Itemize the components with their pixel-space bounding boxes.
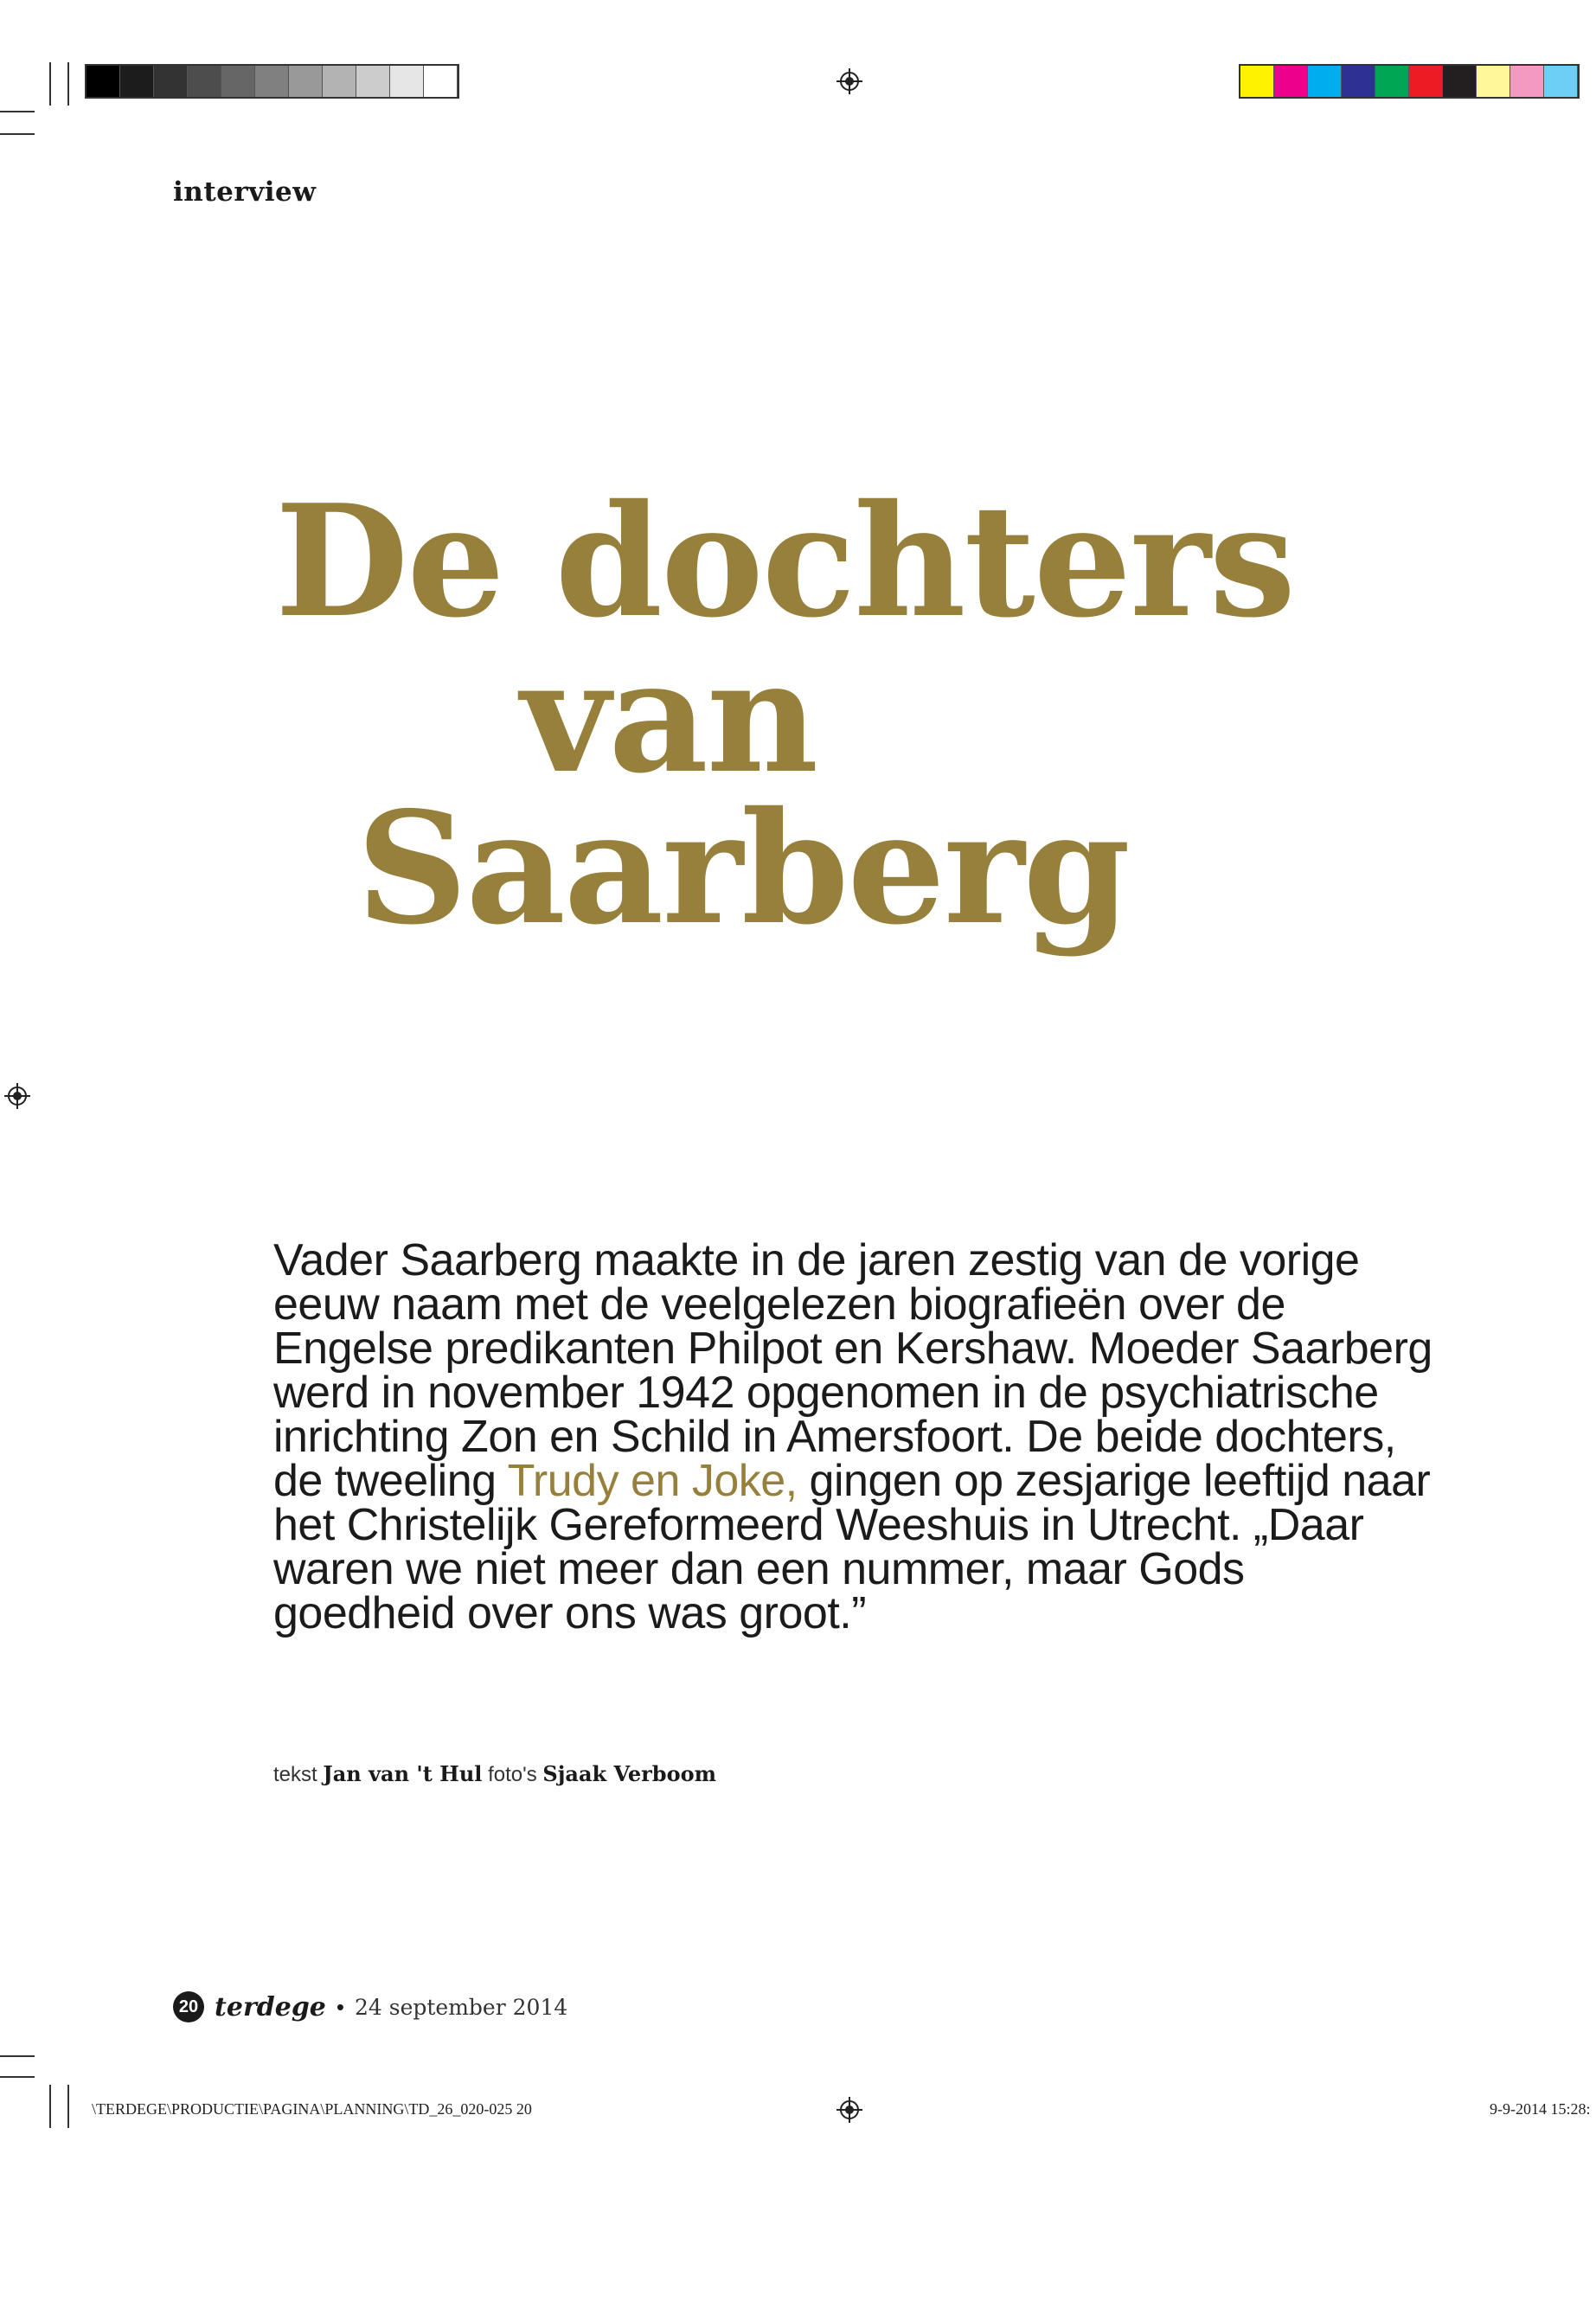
author-name: Jan van 't Hul	[323, 1761, 483, 1786]
color-swatch	[1308, 66, 1342, 97]
gray-swatch	[255, 66, 289, 97]
crop-mark	[0, 2055, 35, 2057]
color-swatch	[1477, 66, 1510, 97]
print-slug-path: \TERDEGE\PRODUCTIE\PAGINA\PLANNING\TD_26_020-025 20	[92, 2100, 532, 2118]
intro-text-part-1: Vader Saarberg maakte in de jaren zestig van de vorige eeuw naam met de veelgelezen biografieën over de Engelse predikanten Philpot en Kershaw. Moeder Saarberg werd in november 1942 opgenomen in de psychiatrische inrichting Zon en Schild in Amersfoort. De beide dochters, de tweeling	[273, 1235, 1433, 1506]
intro-text-part-2: gingen op zesjarige leeftijd naar het Christelijk Gereformeerd Weeshuis in Utrecht. „Daar waren we niet meer dan een nummer, maar Gods goedheid over ons was groot.”	[273, 1456, 1431, 1638]
crop-mark	[0, 133, 35, 135]
color-swatch	[1443, 66, 1477, 97]
page-number: 20	[173, 1991, 204, 2022]
color-swatch	[1544, 66, 1578, 97]
color-swatch	[1375, 66, 1409, 97]
registration-mark-icon	[4, 1083, 30, 1109]
byline	[273, 1761, 716, 1787]
print-slug-timestamp: 9-9-2014 15:28:	[1490, 2100, 1591, 2118]
gray-swatch	[87, 66, 120, 97]
magazine-brand: terdege	[215, 1991, 326, 2022]
registration-mark-icon	[836, 2097, 862, 2123]
gray-swatch	[120, 66, 154, 97]
intro-paragraph	[273, 1235, 1433, 1638]
grayscale-calibration-bar	[85, 64, 459, 99]
gray-swatch	[323, 66, 356, 97]
crop-mark	[67, 2085, 69, 2128]
color-swatch	[1409, 66, 1443, 97]
headline-line-2: van	[521, 626, 817, 807]
section-label: interview	[173, 176, 317, 208]
issue-date: 24 september 2014	[355, 1994, 568, 2020]
page-footer	[173, 1991, 567, 2022]
crop-mark	[0, 111, 35, 112]
intro-highlight: Trudy en Joke,	[507, 1456, 798, 1506]
photo-credit-label: foto's	[488, 1763, 537, 1786]
footer-separator: •	[336, 1993, 344, 2020]
gray-swatch	[188, 66, 221, 97]
gray-swatch	[390, 66, 424, 97]
photographer-name: Sjaak Verboom	[542, 1761, 716, 1786]
color-swatch	[1510, 66, 1544, 97]
gray-swatch	[356, 66, 390, 97]
gray-swatch	[221, 66, 255, 97]
gray-swatch	[424, 66, 458, 97]
color-swatch	[1240, 66, 1274, 97]
crop-mark	[49, 2085, 51, 2128]
color-swatch	[1274, 66, 1308, 97]
gray-swatch	[289, 66, 323, 97]
headline-line-1: De dochters	[275, 471, 1295, 651]
crop-mark	[0, 2076, 35, 2078]
gray-swatch	[154, 66, 188, 97]
color-calibration-bar	[1239, 64, 1580, 99]
text-credit-label: tekst	[273, 1763, 317, 1786]
headline-line-3: Saarberg	[356, 778, 1129, 958]
crop-mark	[67, 62, 69, 106]
crop-mark	[49, 62, 51, 106]
color-swatch	[1342, 66, 1375, 97]
registration-mark-icon	[836, 68, 862, 94]
